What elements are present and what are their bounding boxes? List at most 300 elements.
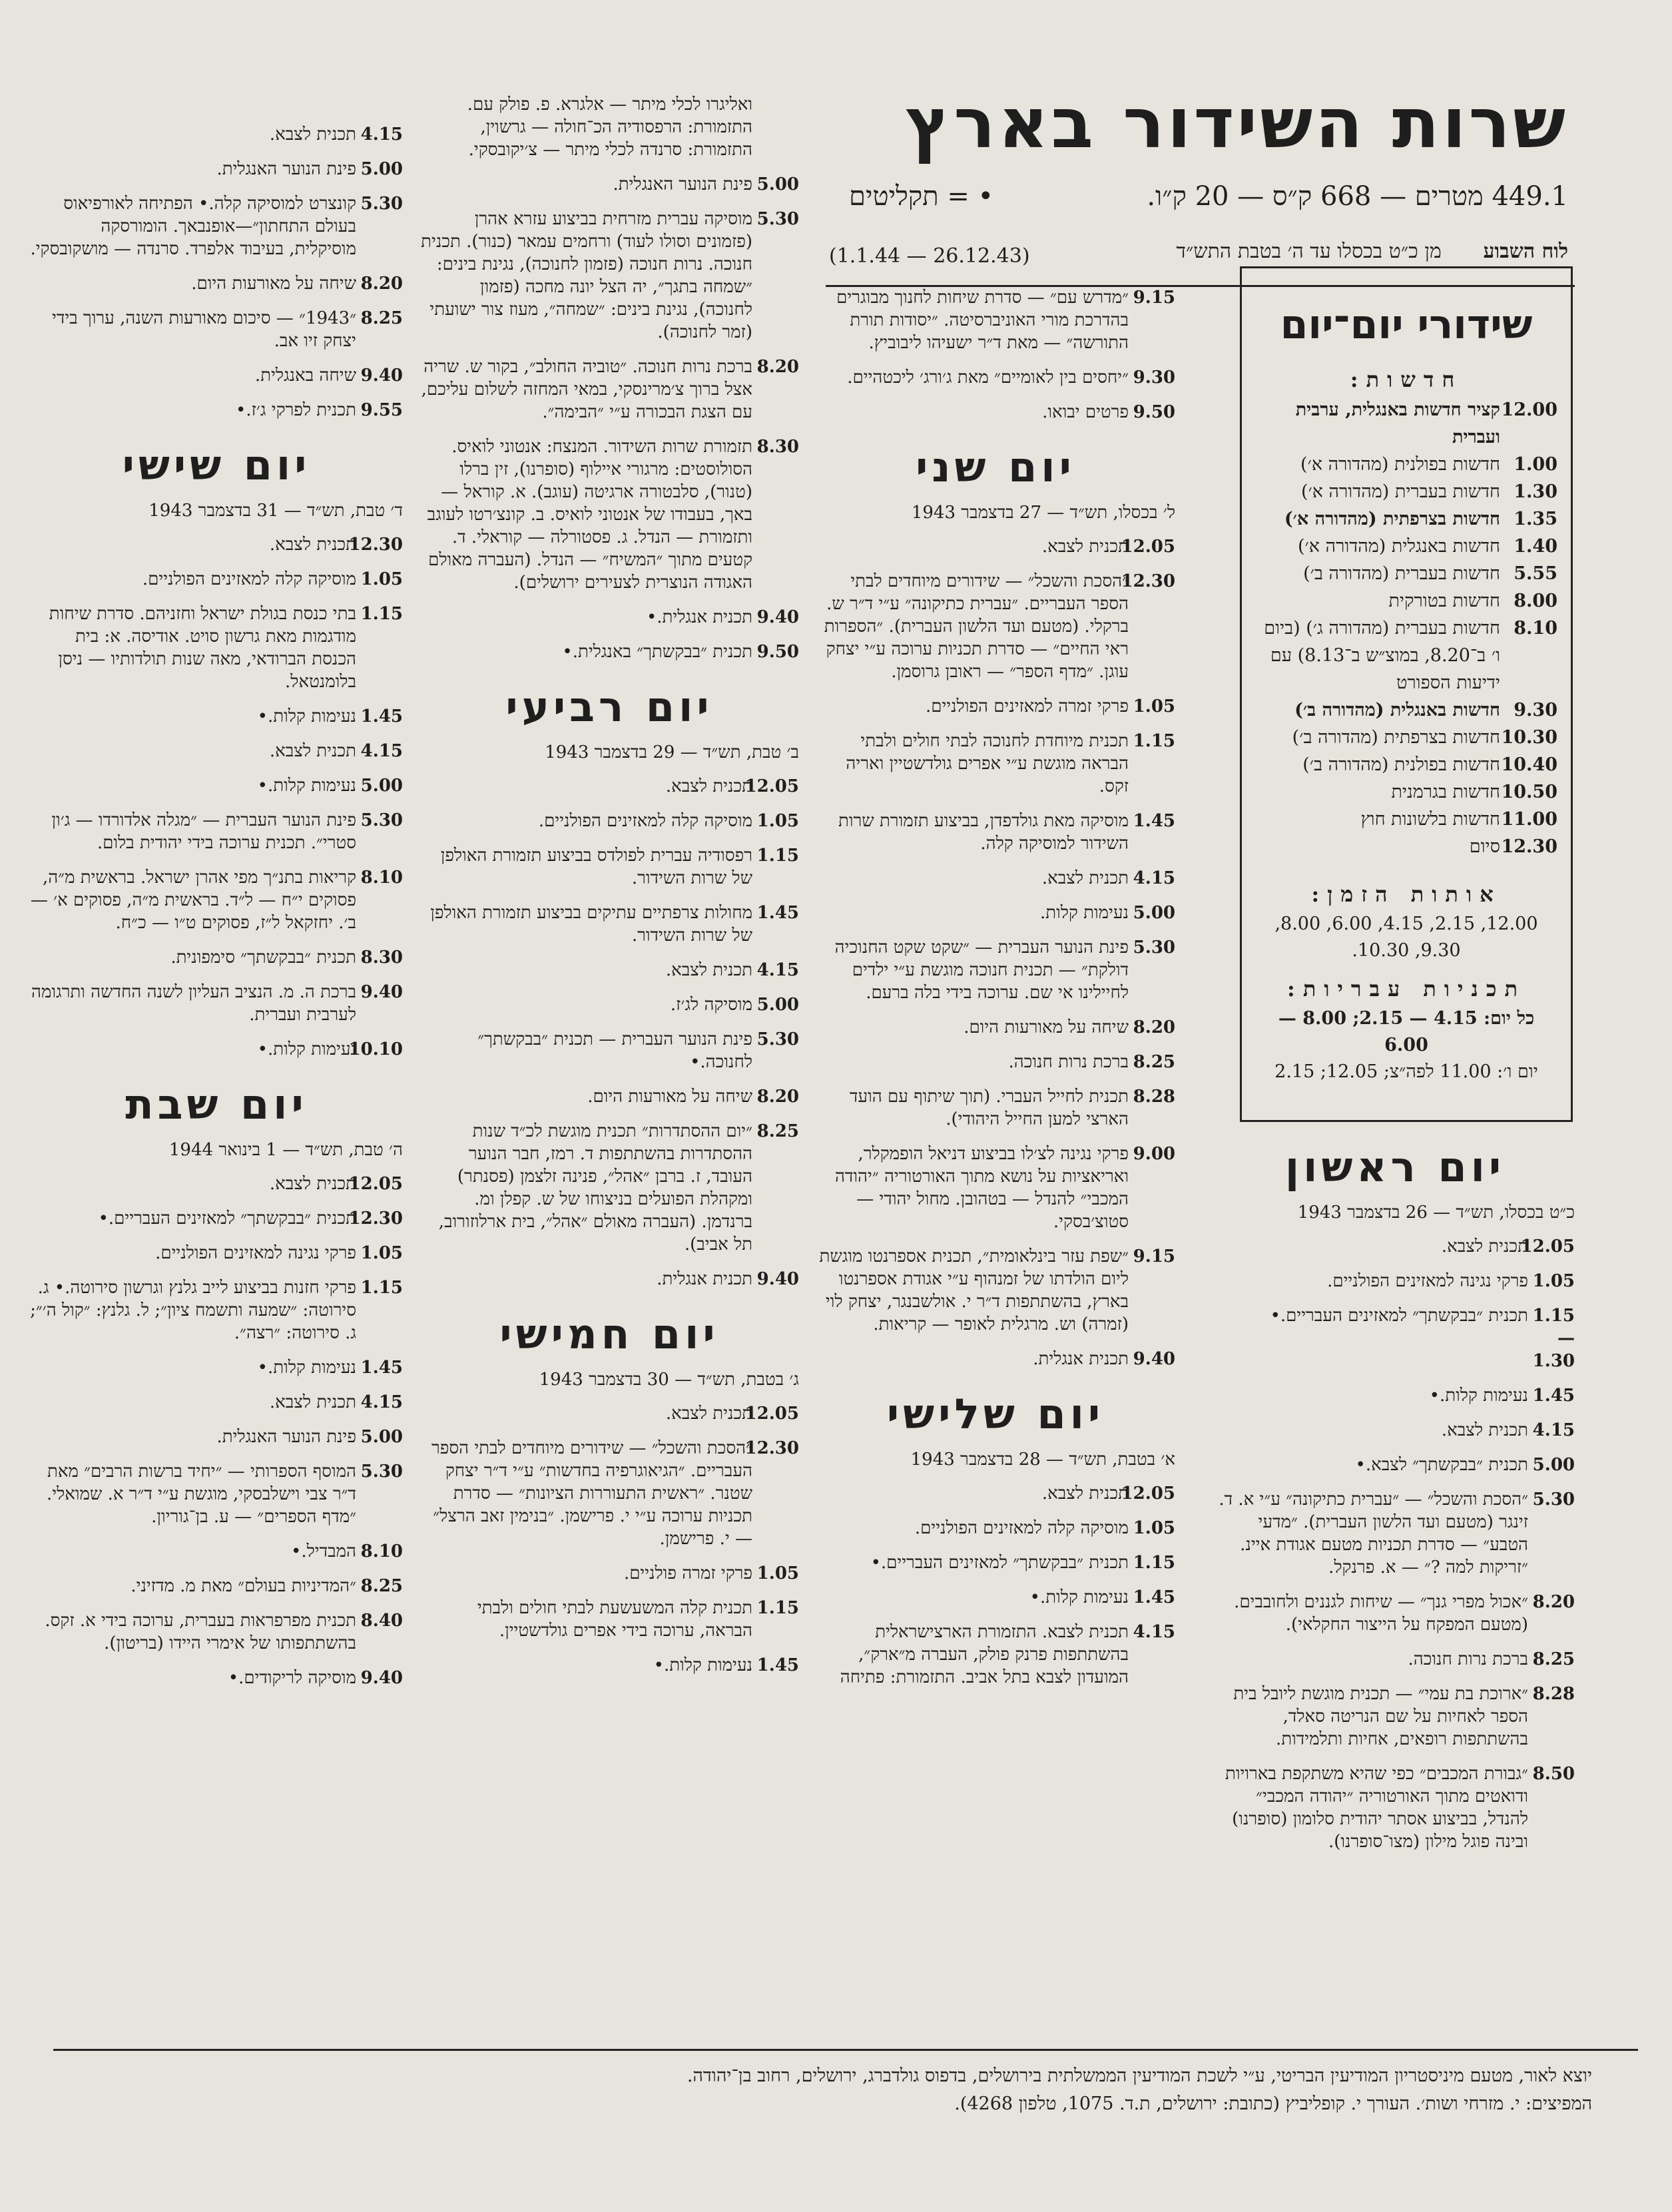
news-time: 9.30 xyxy=(1514,700,1557,720)
news-text: חדשות בעברית (מהדורה א׳) xyxy=(1300,481,1500,502)
program-text: מוסיקה קלה למאזינים הפולניים. xyxy=(142,569,356,589)
program-text: פינת הנוער האנגלית. xyxy=(216,159,356,179)
program-time: 12.30 xyxy=(1121,571,1175,591)
program-item xyxy=(30,1356,403,1379)
program-item xyxy=(816,867,1175,890)
program-time: 5.30 xyxy=(1532,1490,1575,1510)
week-label-text: לוח השבוע xyxy=(1483,240,1568,263)
masthead xyxy=(829,83,1568,283)
day-date-monday: ל׳ בכסלו, תש״ד — 27 בדצמבר 1943 xyxy=(911,503,1175,523)
program-text: מחולות צרפתיים עתיקים בביצוע תזמורת האולפן של שרות השידור. xyxy=(430,903,752,946)
program-text: בתי כנסת בגולת ישראל וחזניהם. סדרת שיחות מודגמות מאת גרשון סויט. אודיסה. א: בית הכנסת הברודאי, מאה שנות תולדותיו — ניסן בלומנטאל. xyxy=(49,604,356,692)
program-item xyxy=(30,774,403,797)
program-text: המוסף הספרותי — ״יחיד ברשות הרבים״ מאת ד״ר צבי וישלבסקי, מוגשת ע״י ד״ר א. שמואלי. ״מדף הספרים״ — ע. בן־גוריון. xyxy=(47,1462,356,1527)
program-item xyxy=(30,1426,403,1448)
program-text: תכנית לצבא. התזמורת הארצישראלית בהשתתפות פרנק פולק, העברה מ״ארק״, המועדון לצבא בתל אביב. התזמורת: פתיחה xyxy=(840,1622,1129,1687)
program-text: מוסיקה קלה למאזינים הפולניים. xyxy=(914,1518,1129,1538)
program-time: 1.15 xyxy=(1133,731,1175,751)
program-time: 9.40 xyxy=(756,607,799,627)
program-text: נעימות קלות.• xyxy=(257,776,356,796)
program-item xyxy=(816,1245,1175,1336)
program-item xyxy=(30,603,403,693)
program-time: 1.15 xyxy=(756,846,799,866)
masthead-legend: • = תקליטים xyxy=(849,181,994,212)
program-item xyxy=(419,844,799,890)
footer-rule xyxy=(53,2049,1638,2051)
program-time: 1.05 xyxy=(756,811,799,831)
program-item xyxy=(419,1562,799,1585)
program-item xyxy=(30,1575,403,1597)
news-time: 11.00 xyxy=(1501,809,1557,830)
program-time: 12.05 xyxy=(1520,1237,1575,1256)
news-text: סיום xyxy=(1469,836,1500,857)
program-time: 1.15 xyxy=(360,1278,403,1298)
news-text: חדשות בצרפתית (מהדורה א׳) xyxy=(1284,509,1500,529)
program-item xyxy=(30,1276,403,1344)
program-time: 5.30 xyxy=(360,810,403,830)
program-text: תכנית לצבא. xyxy=(269,741,356,761)
program-text: ״שפת עזר בינלאומית״, תכנית אספרנטו מוגשת ליום הולדתו של זמנהוף ע״י אגודת אספרנטו בארץ, בהשתתפות ד״ר י. אולשבנגר, יצחק לוי (זמרה) וש. מרגלית לאופר — קריאות. xyxy=(819,1246,1129,1334)
program-text: תכנית לצבא. xyxy=(269,125,356,144)
program-text: פינת הנוער העברית — ״מגלה אלדורדו — ג׳ון סטרי״. תכנית ערוכה בידי יהודית בלום. xyxy=(51,810,356,853)
program-item xyxy=(1215,1648,1575,1671)
program-text: תכנית אנגלית. xyxy=(657,1269,752,1289)
column-center-left xyxy=(419,93,799,1689)
day-heading-friday: יום שישי xyxy=(122,441,311,489)
program-time: 1.45 xyxy=(1532,1386,1575,1406)
program-item xyxy=(816,1051,1175,1073)
program-text: פרקי זמרה פולניים. xyxy=(623,1563,752,1583)
program-time: 9.50 xyxy=(1133,402,1175,422)
program-text: נעימות קלות.• xyxy=(1029,1587,1129,1607)
program-time: 9.55 xyxy=(360,400,403,420)
news-row xyxy=(1255,478,1557,505)
program-time: 8.40 xyxy=(360,1611,403,1631)
program-item xyxy=(816,366,1175,389)
news-list xyxy=(1255,396,1557,860)
program-item xyxy=(816,1586,1175,1609)
program-item xyxy=(1215,1454,1575,1476)
program-time: 1.05 xyxy=(1133,1518,1175,1538)
program-item xyxy=(1215,1419,1575,1442)
program-item xyxy=(30,1038,403,1061)
news-time: 5.55 xyxy=(1514,563,1557,584)
program-item xyxy=(1215,1384,1575,1407)
program-time: 1.05 xyxy=(756,1563,799,1583)
news-text: חדשות באנגלית (מהדורה ב׳) xyxy=(1294,700,1500,720)
news-text: קציר חדשות באנגלית, ערבית ועברית xyxy=(1295,400,1500,447)
program-time: 12.05 xyxy=(744,1404,799,1424)
program-time: 12.05 xyxy=(1121,537,1175,557)
program-text: ברכת נרות חנוכה. xyxy=(1008,1052,1129,1072)
program-item xyxy=(816,1016,1175,1039)
program-item xyxy=(419,775,799,798)
news-time: 1.40 xyxy=(1514,536,1557,557)
program-text: ברכת נרות חנוכה. ״טוביה החולב״, בקור ש. שריה אצל ברוך צ׳מרינסקי, במאי המחזה לשלום עליכם, עם הצגת הבכורה ע״י ״הבימה״. xyxy=(421,357,752,422)
program-text: ״הסכת והשכל״ — ״עברית כתיקונה״ ע״י א. ד. זינגר (מטעם ועד הלשון העברית). ״מדעי הטבע״ — סדרת תכניות מטעם אגודת איינ. ״זריקות למה ?״ — א. פרנקל. xyxy=(1219,1490,1528,1577)
program-text: ״הסכת והשכל״ — שידורים מיוחדים לבתי הספר העבריים. ״עברית כתיקונה״ ע״י ד״ר ש. ברקלי. (מטעם ועד הלשון העברית). ״הספרות ראי החיים״ — סדרת תכניות ערוכה ע״י יצחק עוגן. ״מדף הספר״ — ראובן גרוסמן. xyxy=(824,571,1129,682)
program-item xyxy=(30,866,403,934)
program-time: 9.40 xyxy=(1133,1349,1175,1369)
program-text: פינת הנוער העברית — ״שקט שקט החנוכיה דולקת״ — תכנית חנוכה מוגשת ע״י ילדים לחיילינו אי שם. ערוכה בידי בלה ברעם. xyxy=(834,938,1129,1003)
program-item xyxy=(419,1268,799,1290)
program-text: תכנית ״בבקשתך״ באנגלית.• xyxy=(562,642,752,662)
program-text: פרקי זמרה למאזינים הפולניים. xyxy=(925,696,1129,716)
week-label xyxy=(1177,235,1568,268)
program-time: 4.15 xyxy=(360,741,403,761)
program-time: 1.45 xyxy=(360,1358,403,1378)
news-row xyxy=(1255,587,1557,615)
program-item xyxy=(30,946,403,969)
program-item xyxy=(30,568,403,591)
day-heading-thursday: יום חמישי xyxy=(499,1310,719,1358)
program-time: 8.10 xyxy=(360,868,403,888)
news-time: 8.10 xyxy=(1514,618,1557,639)
column-right xyxy=(1215,1135,1575,1865)
program-time: 5.00 xyxy=(756,995,799,1015)
time-signals-heading: אותות הזמן: xyxy=(1311,882,1502,907)
program-item xyxy=(30,399,403,421)
program-item xyxy=(30,1540,403,1563)
program-text: תכנית לצבא. xyxy=(1041,868,1129,888)
news-time: 1.30 xyxy=(1514,481,1557,502)
day-date-sunday: כ״ט בכסלו, תש״ד — 26 בדצמבר 1943 xyxy=(1297,1203,1575,1223)
program-time: 9.40 xyxy=(756,1269,799,1289)
program-time: 9.40 xyxy=(360,982,403,1002)
program-time: 12.30 xyxy=(348,1209,403,1229)
program-time: 10.10 xyxy=(348,1039,403,1059)
program-time: 1.05 xyxy=(1532,1271,1575,1291)
program-text: תכנית לצבא. xyxy=(269,1392,356,1412)
program-text: ברכת ה. מ. הנציב העליון לשנה החדשה ותרגומה לערבית ועברית. xyxy=(31,982,356,1025)
news-time: 12.00 xyxy=(1501,400,1557,420)
week-range: מן כ״ט בכסלו עד ה׳ בטבת התש״ד xyxy=(1176,240,1442,263)
program-time: 1.45 xyxy=(756,903,799,923)
program-time: 1.45 xyxy=(360,706,403,726)
program-time: 5.00 xyxy=(360,776,403,796)
program-time: 5.30 xyxy=(756,209,799,229)
day-date-friday: ד׳ טבת, תש״ד — 31 בדצמבר 1943 xyxy=(148,501,403,521)
program-text: תכנית ״בבקשתך״ למאזינים העבריים.• xyxy=(98,1209,356,1229)
news-row xyxy=(1255,778,1557,806)
program-time: 8.28 xyxy=(1133,1087,1175,1107)
program-time: 4.15 xyxy=(756,960,799,980)
program-text: ״1943״ — סיכום מאורעות השנה, ערוך בידי יצחק זיו אב. xyxy=(52,308,356,351)
program-time: 1.05 xyxy=(360,569,403,589)
program-time: 4.15 xyxy=(1133,1622,1175,1642)
program-text: שיחה על מאורעות היום. xyxy=(964,1017,1129,1037)
program-item xyxy=(419,1437,799,1550)
program-time: 8.20 xyxy=(1133,1017,1175,1037)
news-row xyxy=(1255,560,1557,587)
program-text: ואליגרו לכלי מיתר — אלגרא. פ. פולק עם. התזמורת: הרפסודיה הכ־חולה — גרשוין, התזמורת: סרנדה לכלי מיתר — צ׳יקובסקי. xyxy=(467,95,752,160)
program-text: מוסיקה מאת גולדפדן, בביצוע תזמורת שרות השידור למוסיקה קלה. xyxy=(838,811,1129,854)
program-item xyxy=(30,364,403,387)
news-row xyxy=(1255,724,1557,751)
program-time: 8.10 xyxy=(360,1541,403,1561)
program-text: תכנית ״בבקשתך״ למאזינים העבריים.• xyxy=(870,1553,1129,1573)
program-item xyxy=(419,93,799,161)
program-time: 1.15—1.30 xyxy=(1532,1306,1575,1371)
program-time: 4.15 xyxy=(360,125,403,144)
program-item xyxy=(419,902,799,947)
program-time: 9.00 xyxy=(1133,1144,1175,1164)
program-text: תכנית לצבא. xyxy=(1441,1420,1528,1440)
news-row xyxy=(1255,833,1557,860)
program-text: המבדיל.• xyxy=(291,1541,356,1561)
news-text: חדשות בטורקית xyxy=(1388,591,1500,611)
program-text: נעימות קלות. xyxy=(1039,903,1129,923)
hebrew-friday: יום ו׳: 11.00 לפה״צ; 12.05; 2.15 xyxy=(1274,1061,1538,1082)
program-time: 1.45 xyxy=(1133,811,1175,831)
program-time: 1.05 xyxy=(360,1243,403,1263)
program-text: נעימות קלות.• xyxy=(1429,1386,1528,1406)
program-text: ״גבורת המכבים״ כפי שהיא משתקפת בארויות ודואטים מתוך האורטוריה ״יהודה המכבי״ להנדל, בביצוע אסתר יהודית סלומון (סופרנו) ובינה פוגל מילון (מצו־סופרנו). xyxy=(1225,1764,1528,1852)
program-item xyxy=(419,1120,799,1256)
program-time: 5.30 xyxy=(756,1029,799,1049)
news-time: 10.30 xyxy=(1501,727,1557,748)
time-signals: 12.00, 2.15, 4.15, 6.00, 8.00, 9.30, 10.30. xyxy=(1274,914,1538,961)
program-text: פרקי נגינה למאזינים הפולניים. xyxy=(155,1243,356,1263)
program-item xyxy=(419,356,799,423)
program-text: תכנית אנגלית.• xyxy=(646,607,752,627)
program-item xyxy=(419,606,799,629)
program-text: נעימות קלות.• xyxy=(257,706,356,726)
program-item xyxy=(1215,1683,1575,1751)
program-text: מוסיקה לג׳ז. xyxy=(670,995,752,1015)
program-time: 12.30 xyxy=(744,1438,799,1458)
day-date-wednesday: ב׳ טבת, תש״ד — 29 בדצמבר 1943 xyxy=(545,742,799,762)
program-time: 8.20 xyxy=(1532,1592,1575,1612)
program-time: 5.00 xyxy=(756,174,799,194)
program-time: 4.15 xyxy=(1133,868,1175,888)
program-item xyxy=(30,981,403,1026)
news-text: חדשות בגרמנית xyxy=(1391,782,1500,802)
daily-broadcasts-box xyxy=(1240,266,1573,1122)
program-time: 5.30 xyxy=(360,194,403,214)
program-text: מוסיקה עברית מזרחית בביצוע עזרא אהרן (פזמונים וסולו לעוד) ורחמים עמאר (כנור). תכנית חנוכה. נרות חנוכה (פזמון לחנוכה), נגינת בינים: ״שמחה בתגך״, יה הצל יונה מחכה (פזמון לחנוכה), נגינת בינים: ״שמחה״, מעוז צור ישועתי (זמר לחנוכה). xyxy=(421,209,752,342)
program-text: ״מדרש עם״ — סדרת שיחות לחנוך מבוגרים בהדרכת מורי האוניברסיטה. ״יסודות תורת התורשה״ — מאת ד״ר ישעיהו ליבוביץ. xyxy=(836,288,1129,353)
program-item xyxy=(419,641,799,663)
news-time: 12.30 xyxy=(1501,836,1557,857)
program-time: 8.20 xyxy=(756,1087,799,1107)
program-text: מוסיקה לריקודים.• xyxy=(228,1668,356,1688)
program-text: פינת הנוער האנגלית. xyxy=(613,174,752,194)
news-time: 1.35 xyxy=(1514,509,1557,529)
program-item xyxy=(30,809,403,854)
program-time: 1.05 xyxy=(1133,696,1175,716)
program-text: תכנית לחייל העברי. (תוך שיתוף עם הועד הארצי למען החייל היהודי). xyxy=(849,1087,1129,1129)
program-time: 5.30 xyxy=(1133,938,1175,958)
program-item xyxy=(816,936,1175,1004)
program-item xyxy=(1215,1270,1575,1292)
program-text: תכנית אנגלית. xyxy=(1033,1349,1129,1369)
program-item xyxy=(816,401,1175,423)
program-text: תכנית לצבא. xyxy=(1041,537,1129,557)
program-item xyxy=(30,705,403,728)
program-time: 8.20 xyxy=(756,357,799,377)
program-time: 12.05 xyxy=(348,1174,403,1194)
program-time xyxy=(752,93,799,161)
program-item xyxy=(816,570,1175,683)
program-item xyxy=(816,1482,1175,1505)
program-text: נעימות קלות.• xyxy=(653,1655,752,1675)
program-text: ״הסכת והשכל״ — שידורים מיוחדים לבתי הספר העבריים. ״הגיאוגרפיה בחדשות״ ע״י ד״ר יצחק שטנר. ״ראשית התעוררות הציונות״ — סדרת תכניות ערוכה ע״י י. פרישמן. ״בנימין זאב הרצל״ — י. פרישמן. xyxy=(431,1438,752,1549)
program-text: ״יחסים בין לאומיים״ מאת ג׳ורג׳ ליכטהיים. xyxy=(847,368,1129,388)
program-item xyxy=(816,535,1175,558)
news-row xyxy=(1255,533,1557,560)
program-item xyxy=(419,208,799,344)
news-row xyxy=(1255,615,1557,696)
news-text: חדשות בעברית (מהדורה ג׳) (ביום ו׳ ב־8.20, במוצ״ש ב־8.13) עם ידיעות הספורט xyxy=(1264,618,1500,693)
program-time: 1.15 xyxy=(1133,1553,1175,1573)
program-text: ״אכול מפרי גנך״ — שיחות לגננים ולחובבים. (מטעם המפקח על הייצור החקלאי). xyxy=(1234,1592,1528,1635)
program-text: תכנית קלה המשעשעת לבתי חולים ולבתי הבראה, ערוכה בידי אפרים גולדשטיין. xyxy=(477,1598,752,1641)
program-text: תכנית ״בבקשתך״ למאזינים העבריים.• xyxy=(1270,1306,1528,1326)
program-text: ברכת נרות חנוכה. xyxy=(1408,1649,1528,1669)
program-text: תכנית לצבא. xyxy=(269,535,356,555)
program-item xyxy=(419,1597,799,1642)
program-item xyxy=(816,1551,1175,1574)
program-item xyxy=(30,1391,403,1414)
program-item xyxy=(30,272,403,295)
news-row xyxy=(1255,751,1557,778)
program-text: תכנית לצבא. xyxy=(665,776,752,796)
day-heading-wednesday: יום רביעי xyxy=(505,683,713,731)
program-time: 9.40 xyxy=(360,366,403,386)
program-text: פרקי חזנות בביצוע לייב גלנץ וגרשון סירוטה.• ג. סירוטה: ״שמעה ותשמח ציון״; ל. גלנץ: ״קול ה׳״; ג. סירוטה: ״רצה״. xyxy=(30,1278,356,1343)
column-center-right xyxy=(816,286,1175,1701)
program-item xyxy=(419,435,799,594)
news-time: 8.00 xyxy=(1514,591,1557,611)
program-text: ״יום ההסתדרות״ תכנית מוגשת לכ״ד שנות ההסתדרות בהשתתפות ד. רמז, חבר הנוער העובד, ז. ברבן ״אהל״, פנינה זלצמן (פסנתר) ומקהלת הפועלים בניצוחו של ש. קפלן ומ. ברנדמן. (העברה מאולם ״אהל״, בית ארלוזורוב, תל אביב). xyxy=(438,1121,752,1254)
program-time: 1.15 xyxy=(756,1598,799,1618)
masthead-title: שרות השידור בארץ xyxy=(905,83,1568,164)
program-text: נעימות קלות.• xyxy=(257,1358,356,1378)
day-date-saturday: ה׳ טבת, תש״ד — 1 בינואר 1944 xyxy=(168,1140,403,1160)
program-time: 8.50 xyxy=(1532,1764,1575,1784)
program-time: 12.30 xyxy=(348,535,403,555)
day-heading-monday: יום שני xyxy=(916,443,1075,491)
program-item xyxy=(30,158,403,180)
program-text: שיחה על מאורעות היום. xyxy=(191,274,356,294)
program-text: תכנית ״בבקשתך״ סימפונית. xyxy=(170,948,356,968)
program-time: 1.45 xyxy=(1133,1587,1175,1607)
program-item xyxy=(816,1143,1175,1233)
program-item xyxy=(1215,1763,1575,1853)
program-text: פרטים יבואו. xyxy=(1042,402,1129,422)
news-row xyxy=(1255,451,1557,478)
program-item xyxy=(30,1242,403,1264)
news-text: חדשות בלשונות חוץ xyxy=(1360,809,1500,830)
program-item xyxy=(816,1085,1175,1131)
program-time: 5.00 xyxy=(1532,1455,1575,1475)
program-time: 5.00 xyxy=(1133,903,1175,923)
program-text: פינת הנוער העברית — תכנית ״בבקשתך״ לחנוכה.• xyxy=(477,1029,752,1072)
program-text: תכנית לצבא. xyxy=(269,1174,356,1194)
program-time: 8.30 xyxy=(360,948,403,968)
news-row xyxy=(1255,505,1557,533)
program-item xyxy=(816,810,1175,855)
program-text: תכנית לפרקי ג׳ז.• xyxy=(236,400,356,420)
program-item xyxy=(816,286,1175,354)
program-time: 8.25 xyxy=(1532,1649,1575,1669)
program-item xyxy=(816,1621,1175,1689)
program-item xyxy=(816,1348,1175,1370)
program-item xyxy=(419,173,799,196)
masthead-frequency: 449.1 מטרים — 668 ק״ס — 20 ק״ו. xyxy=(1147,181,1568,212)
program-item xyxy=(419,1085,799,1108)
program-item xyxy=(816,730,1175,798)
program-text: מוסיקה קלה למאזינים הפולניים. xyxy=(538,811,752,831)
program-time: 8.30 xyxy=(756,437,799,457)
program-item xyxy=(419,959,799,981)
news-text: חדשות באנגלית (מהדורה א׳) xyxy=(1297,536,1500,557)
program-time: 8.25 xyxy=(756,1121,799,1141)
program-text: שיחה על מאורעות היום. xyxy=(587,1087,752,1107)
news-text: חדשות בעברית (מהדורה ב׳) xyxy=(1303,563,1500,584)
week-dates: (26.12.43 — 1.1.44) xyxy=(829,244,1030,268)
program-time: 9.15 xyxy=(1133,1246,1175,1266)
program-item xyxy=(419,1028,799,1073)
footer-publisher: יוצא לאור, מטעם מיניסטריון המודיעין הבריטי, ע״י לשכת המודיעין הממשלתית בירושלים, בדפוס גולדברג, ירושלים, רחוב בן־יהודה. xyxy=(687,2066,1592,2086)
program-text: נעימות קלות.• xyxy=(257,1039,356,1059)
program-item xyxy=(30,1173,403,1195)
program-time: 9.40 xyxy=(360,1668,403,1688)
news-text: חדשות בפולנית (מהדורה ב׳) xyxy=(1302,754,1500,775)
program-time: 1.15 xyxy=(360,604,403,624)
program-text: שיחה באנגלית. xyxy=(254,366,356,386)
program-item xyxy=(30,1667,403,1689)
program-item xyxy=(1215,1304,1575,1372)
program-item xyxy=(30,1460,403,1528)
day-heading-saturday: יום שבת xyxy=(125,1080,308,1129)
daily-box-title: שידורי יום־יום xyxy=(1280,302,1533,348)
program-item xyxy=(1215,1235,1575,1258)
footer-distributors: המפיצים: י. מזרחי ושות׳. העורך י. קופליביץ (כתובת: ירושלים, ת.ד. 1075, טלפון 4268). xyxy=(954,2093,1592,2114)
program-text: רפסודיה עברית לפולדס בביצוע תזמורת האולפן של שרות השידור. xyxy=(440,846,752,888)
news-row xyxy=(1255,806,1557,833)
day-date-thursday: ג׳ בטבת, תש״ד — 30 בדצמבר 1943 xyxy=(539,1370,799,1390)
program-text: תכנית לצבא. xyxy=(1441,1237,1528,1256)
program-text: תכנית לצבא. xyxy=(665,1404,752,1424)
program-item xyxy=(30,307,403,352)
news-text: חדשות בצרפתית (מהדורה ב׳) xyxy=(1292,727,1500,748)
news-time: 10.50 xyxy=(1501,782,1557,802)
program-item xyxy=(30,1609,403,1655)
program-time: 1.45 xyxy=(756,1655,799,1675)
column-left xyxy=(30,123,403,1701)
program-text: תזמורת שרות השידור. המנצח: אנטוני לואיס. הסולוסטים: מרגורי איילוף (סופרנו), זין ברלו (טנור), סלבטורה ארגיטה (עוגב). א. קוראל — באך, בעבודו של אנטוני לואיס. ב. קונצ׳רטו לעוגב ותזמורת — הנדל. ג. פסטורלה — קוראלי. ד. קטעים מתוך ״המשיח״ — הנדל. (העברה מאולם האגודה הנוצרית לצעירים ירושלים). xyxy=(427,437,752,593)
program-text: ״ארוכת בת עמי״ — תכנית מוגשת ליובל בית הספר לאחיות על שם הנריטה סאלד, בהשתתפות רופאים, אחיות ותלמידות. xyxy=(1233,1684,1528,1749)
program-time: 9.15 xyxy=(1133,288,1175,308)
program-item xyxy=(419,810,799,832)
program-item xyxy=(1215,1591,1575,1636)
program-time: 8.28 xyxy=(1532,1684,1575,1704)
program-time: 4.15 xyxy=(360,1392,403,1412)
news-time: 1.00 xyxy=(1514,454,1557,475)
program-text: קונצרט למוסיקה קלה.• הפתיחה לאורפיאוס בעולם התחתון״—אופנבאך. הומורסקה מוסיקלית, בעיבוד אלפרד. סרנדה — מושקובסקי. xyxy=(30,194,356,259)
program-text: קריאות בתנ״ך מפי אהרן ישראל. בראשית מ״ה, פסוקים י״ח — ל״ד. בראשית מ״ה, פסוקים א׳ — ב׳. יחזקאל ל״ז, פסוקים ט״ו — כ״ח. xyxy=(30,868,356,933)
program-item xyxy=(30,123,403,146)
program-time: 8.20 xyxy=(360,274,403,294)
news-row xyxy=(1255,696,1557,724)
news-time: 10.40 xyxy=(1501,754,1557,775)
news-heading: חדשות: xyxy=(1350,367,1463,392)
news-text: חדשות בפולנית (מהדורה א׳) xyxy=(1300,454,1500,475)
day-heading-tuesday: יום שלישי xyxy=(886,1390,1105,1438)
program-time: 5.00 xyxy=(360,159,403,179)
